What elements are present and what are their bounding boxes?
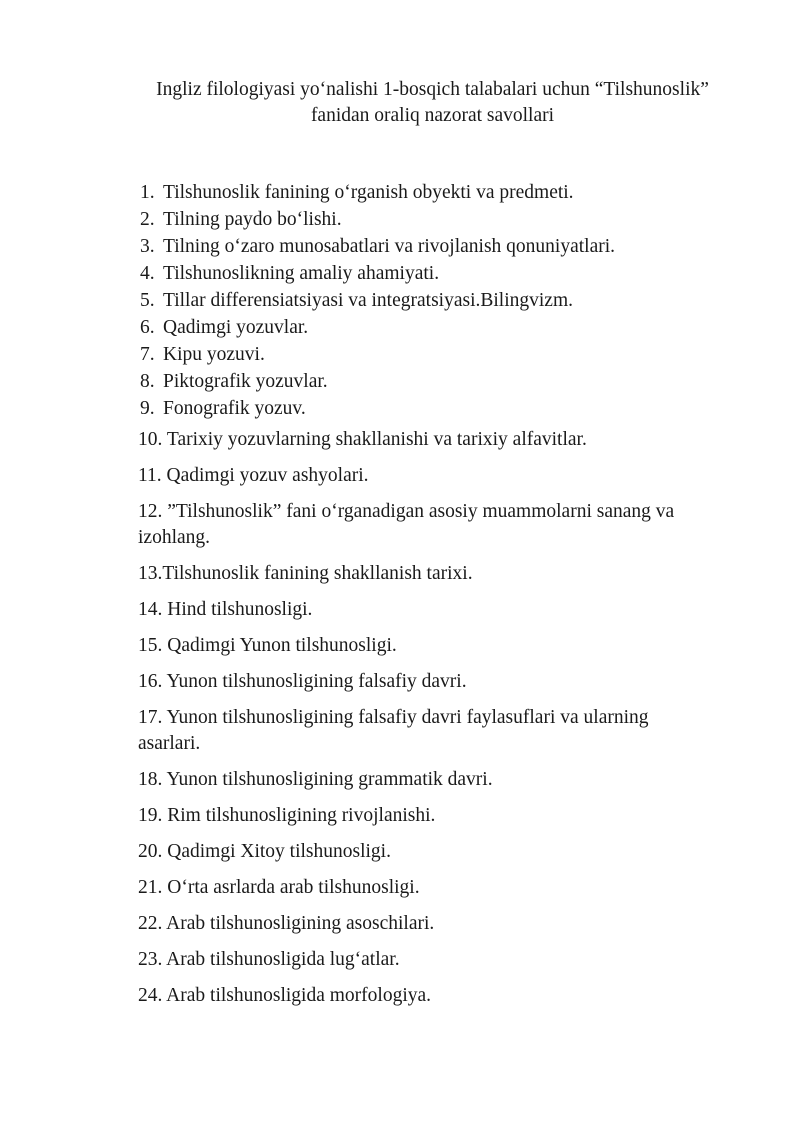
item-text-continuation: izohlang. — [138, 527, 211, 548]
list-item — [138, 705, 738, 757]
item-number: 5. — [140, 290, 155, 311]
list-item — [138, 803, 738, 829]
list-item — [138, 669, 738, 695]
list-item — [140, 233, 740, 260]
title-line-2: fanidan oraliq nazorat savollari — [310, 105, 555, 126]
item-text: 13.Tilshunoslik fanining shakllanish tarixi. — [138, 563, 473, 584]
item-text: 22. Arab tilshunosligining asoschilari. — [138, 913, 435, 934]
list-item — [138, 983, 738, 1009]
question-list-compact — [140, 179, 740, 422]
list-item — [138, 633, 738, 659]
item-text: 17. Yunon tilshunosligining falsafiy davri faylasuflari va ularning — [138, 707, 649, 728]
list-item — [138, 499, 738, 551]
item-text: Piktografik yozuvlar. — [163, 371, 328, 392]
list-item — [140, 206, 740, 233]
item-text: 24. Arab tilshunosligida morfologiya. — [138, 985, 432, 1006]
item-number: 9. — [140, 398, 155, 419]
title-line-1: Ingliz filologiyasi yo‘nalishi 1-bosqich talabalari uchun “Tilshunoslik” — [156, 79, 709, 100]
item-text: Tilning paydo bo‘lishi. — [163, 209, 342, 230]
list-item — [138, 427, 738, 453]
item-text: 20. Qadimgi Xitoy tilshunosligi. — [138, 841, 391, 862]
document-title — [80, 77, 785, 129]
item-text: 12. ”Tilshunoslik” fani o‘rganadigan asosiy muammolarni sanang va — [138, 501, 675, 522]
item-text: 18. Yunon tilshunosligining grammatik davri. — [138, 769, 493, 790]
list-item — [140, 287, 740, 314]
item-text: 10. Tarixiy yozuvlarning shakllanishi va tarixiy alfavitlar. — [138, 429, 587, 450]
list-item — [138, 561, 738, 587]
item-number: 4. — [140, 263, 155, 284]
item-text: 15. Qadimgi Yunon tilshunosligi. — [138, 635, 397, 656]
item-text: 11. Qadimgi yozuv ashyolari. — [138, 465, 369, 486]
item-text: 14. Hind tilshunosligi. — [138, 599, 313, 620]
question-list-spaced — [138, 427, 738, 1019]
item-text: Tilshunoslik fanining o‘rganish obyekti va predmeti. — [163, 182, 574, 203]
item-text: Fonografik yozuv. — [163, 398, 306, 419]
list-item — [138, 911, 738, 937]
item-text: Tilning o‘zaro munosabatlari va rivojlanish qonuniyatlari. — [163, 236, 616, 257]
list-item — [138, 597, 738, 623]
list-item — [140, 260, 740, 287]
list-item — [140, 314, 740, 341]
item-text: 23. Arab tilshunosligida lug‘atlar. — [138, 949, 400, 970]
list-item — [140, 179, 740, 206]
item-text: 21. O‘rta asrlarda arab tilshunosligi. — [138, 877, 420, 898]
list-item — [138, 463, 738, 489]
item-number: 8. — [140, 371, 155, 392]
list-item — [138, 947, 738, 973]
item-text: 16. Yunon tilshunosligining falsafiy davri. — [138, 671, 467, 692]
list-item — [140, 368, 740, 395]
item-number: 2. — [140, 209, 155, 230]
item-number: 3. — [140, 236, 155, 257]
list-item — [138, 839, 738, 865]
item-text: Qadimgi yozuvlar. — [163, 317, 309, 338]
item-text: Tilshunoslikning amaliy ahamiyati. — [163, 263, 440, 284]
list-item — [140, 395, 740, 422]
item-text: Kipu yozuvi. — [163, 344, 265, 365]
list-item — [140, 341, 740, 368]
item-number: 6. — [140, 317, 155, 338]
item-number: 7. — [140, 344, 155, 365]
item-text-continuation: asarlari. — [138, 733, 201, 754]
item-text: Tillar differensiatsiyasi va integratsiyasi.Bilingvizm. — [163, 290, 573, 311]
list-item — [138, 875, 738, 901]
list-item — [138, 767, 738, 793]
item-text: 19. Rim tilshunosligining rivojlanishi. — [138, 805, 436, 826]
item-number: 1. — [140, 182, 155, 203]
